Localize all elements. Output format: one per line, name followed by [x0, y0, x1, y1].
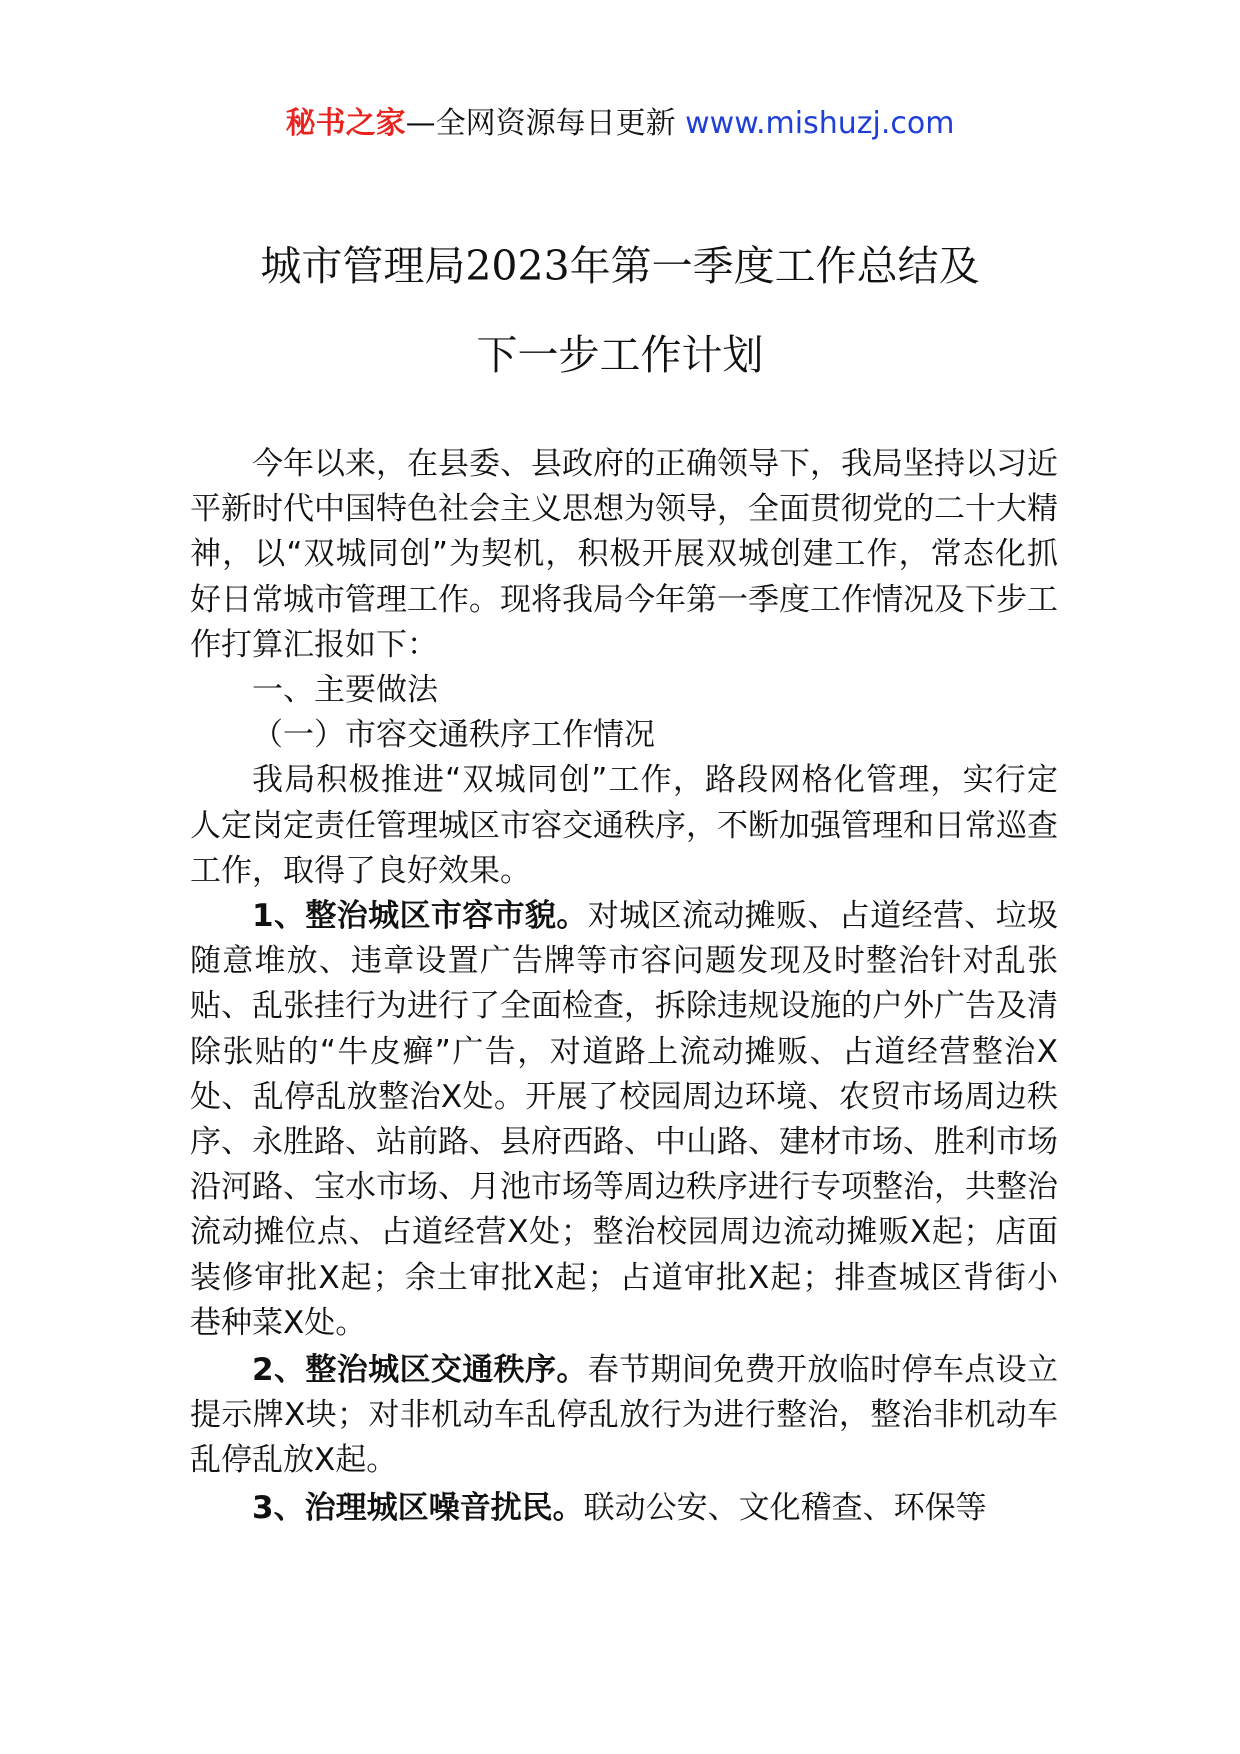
banner-tagline: —全网资源每日更新	[405, 106, 686, 141]
document-title-line-2: 下一步工作计划	[476, 331, 764, 379]
section-heading-main-practices: 一、主要做法	[252, 672, 438, 709]
item-paragraph-3	[190, 1486, 1058, 1531]
intro-paragraph: 今年以来，在县委、县政府的正确领导下，我局坚持以习近平新时代中国特色社会主义思想为领导，全面贯彻党的二十大精神，以“双城同创”为契机，积极开展双城创建工作，常态化抓好日常城市管理工作。现将我局今年第一季度工作情况及下步工作打算汇报如下：	[190, 446, 1058, 663]
document-title-line-1: 城市管理局2023年第一季度工作总结及	[260, 242, 980, 290]
item-3-text: 联动公安、文化稽查、环保等	[583, 1489, 987, 1526]
item-1-text: 对城区流动摊贩、占道经营、垃圾随意堆放、违章设置广告牌等市容问题发现及时整治针对乱张贴、乱张挂行为进行了全面检查，拆除违规设施的户外广告及清除张贴的“牛皮癣”广告，对道路上流动摊贩、占道经营整治X处、乱停乱放整治X处。开展了校园周边环境、农贸市场周边秩序、永胜路、站前路、县府西路、中山路、建材市场、胜利市场沿河路、宝水市场、月池市场等周边秩序进行专项整治，共整治流动摊位点、占道经营X处；整治校园周边流动摊贩X起；店面装修审批X起；余土审批X起；占道审批X起；排查城区背街小巷种菜X处。	[190, 898, 1058, 1341]
banner-url: www.mishuzj.com	[685, 106, 955, 141]
banner-brand: 秘书之家	[285, 106, 406, 141]
document-body	[190, 442, 1058, 1531]
item-1-lead: 1、整治城区市容市貌。	[252, 898, 588, 935]
item-3-lead: 3、治理城区噪音扰民。	[252, 1489, 584, 1526]
site-banner	[0, 100, 1240, 148]
item-paragraph-1	[190, 894, 1058, 1346]
subsection-paragraph: 我局积极推进“双城同创”工作，路段网格化管理，实行定人定岗定责任管理城区市容交通秩序，不断加强管理和日常巡查工作，取得了良好效果。	[190, 762, 1058, 889]
subsection-heading-city-traffic-order: （一）市容交通秩序工作情况	[252, 717, 655, 754]
item-2-text: 春节期间免费开放临时停车点设立提示牌X块；对非机动车乱停乱放行为进行整治，整治非机动车乱停乱放X起。	[190, 1352, 1058, 1479]
item-paragraph-2	[190, 1348, 1058, 1484]
item-2-lead: 2、整治城区交通秩序。	[252, 1352, 588, 1389]
